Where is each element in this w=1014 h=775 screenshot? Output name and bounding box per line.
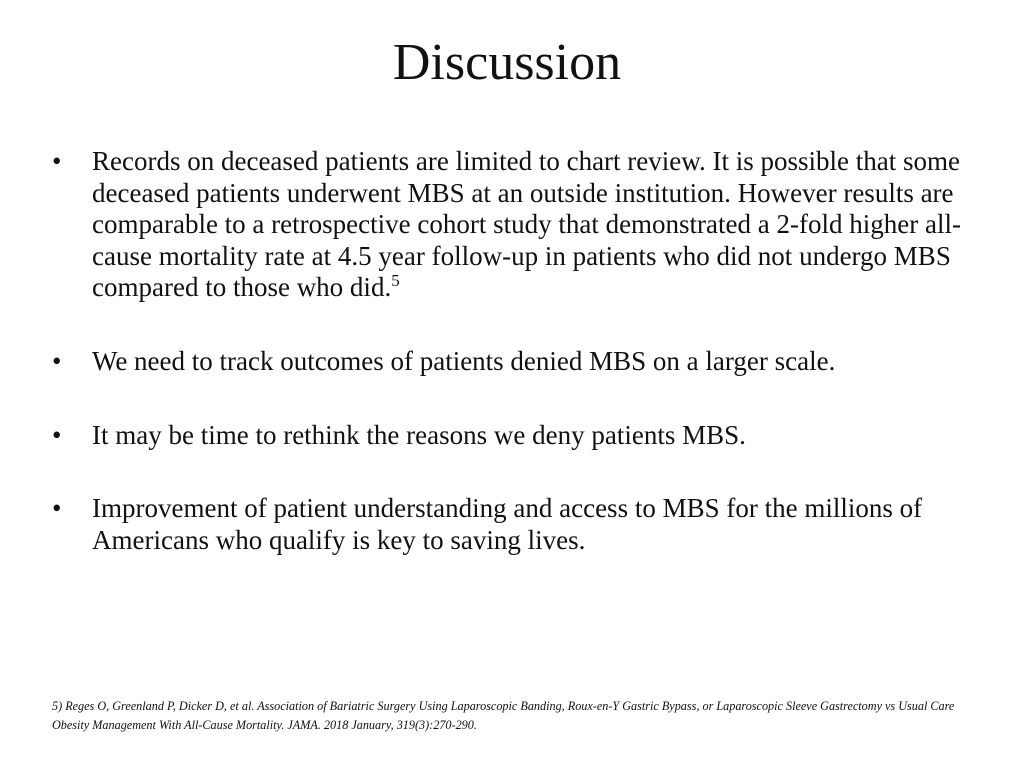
bullet-marker: • — [52, 493, 62, 524]
bullet-item-rethink — [52, 420, 982, 452]
citation-superscript: 5 — [391, 271, 400, 291]
bullet-marker: • — [52, 345, 62, 376]
bullet-text: We need to track outcomes of patients denied MBS on a larger scale. — [92, 345, 836, 376]
bullet-item-mortality — [52, 146, 982, 304]
bullet-item-access — [52, 493, 982, 556]
bullet-item-track-outcomes — [52, 346, 982, 378]
bullet-list — [52, 146, 982, 598]
bullet-text: It may be time to rethink the reasons we deny patients MBS. — [92, 419, 746, 450]
reference-footnote: 5) Reges O, Greenland P, Dicker D, et al. Association of Bariatric Surgery Using Laparoscopic Banding, Roux-en-Y Gastric Bypass, or Laparoscopic Sleeve Gastrectomy vs Usual Care Obesity Management With All-Cause Mortality. JAMA. 2018 January, 319(3):270-290. — [52, 699, 955, 732]
slide-title: Discussion — [392, 34, 622, 91]
bullet-text: Improvement of patient understanding and access to MBS for the millions of Americans who qualify is key to saving lives. — [92, 493, 923, 555]
bullet-marker: • — [52, 419, 62, 450]
bullet-marker: • — [52, 146, 62, 176]
bullet-text: Records on deceased patients are limited to chart review. It is possible that some deceased patients underwent MBS at an outside institution. However results are comparable to a retrospective cohort study that demonstrated a 2-fold higher all-cause mortality rate at 4.5 year follow-up in patients who did not undergo MBS compared to those who did. — [92, 146, 961, 303]
